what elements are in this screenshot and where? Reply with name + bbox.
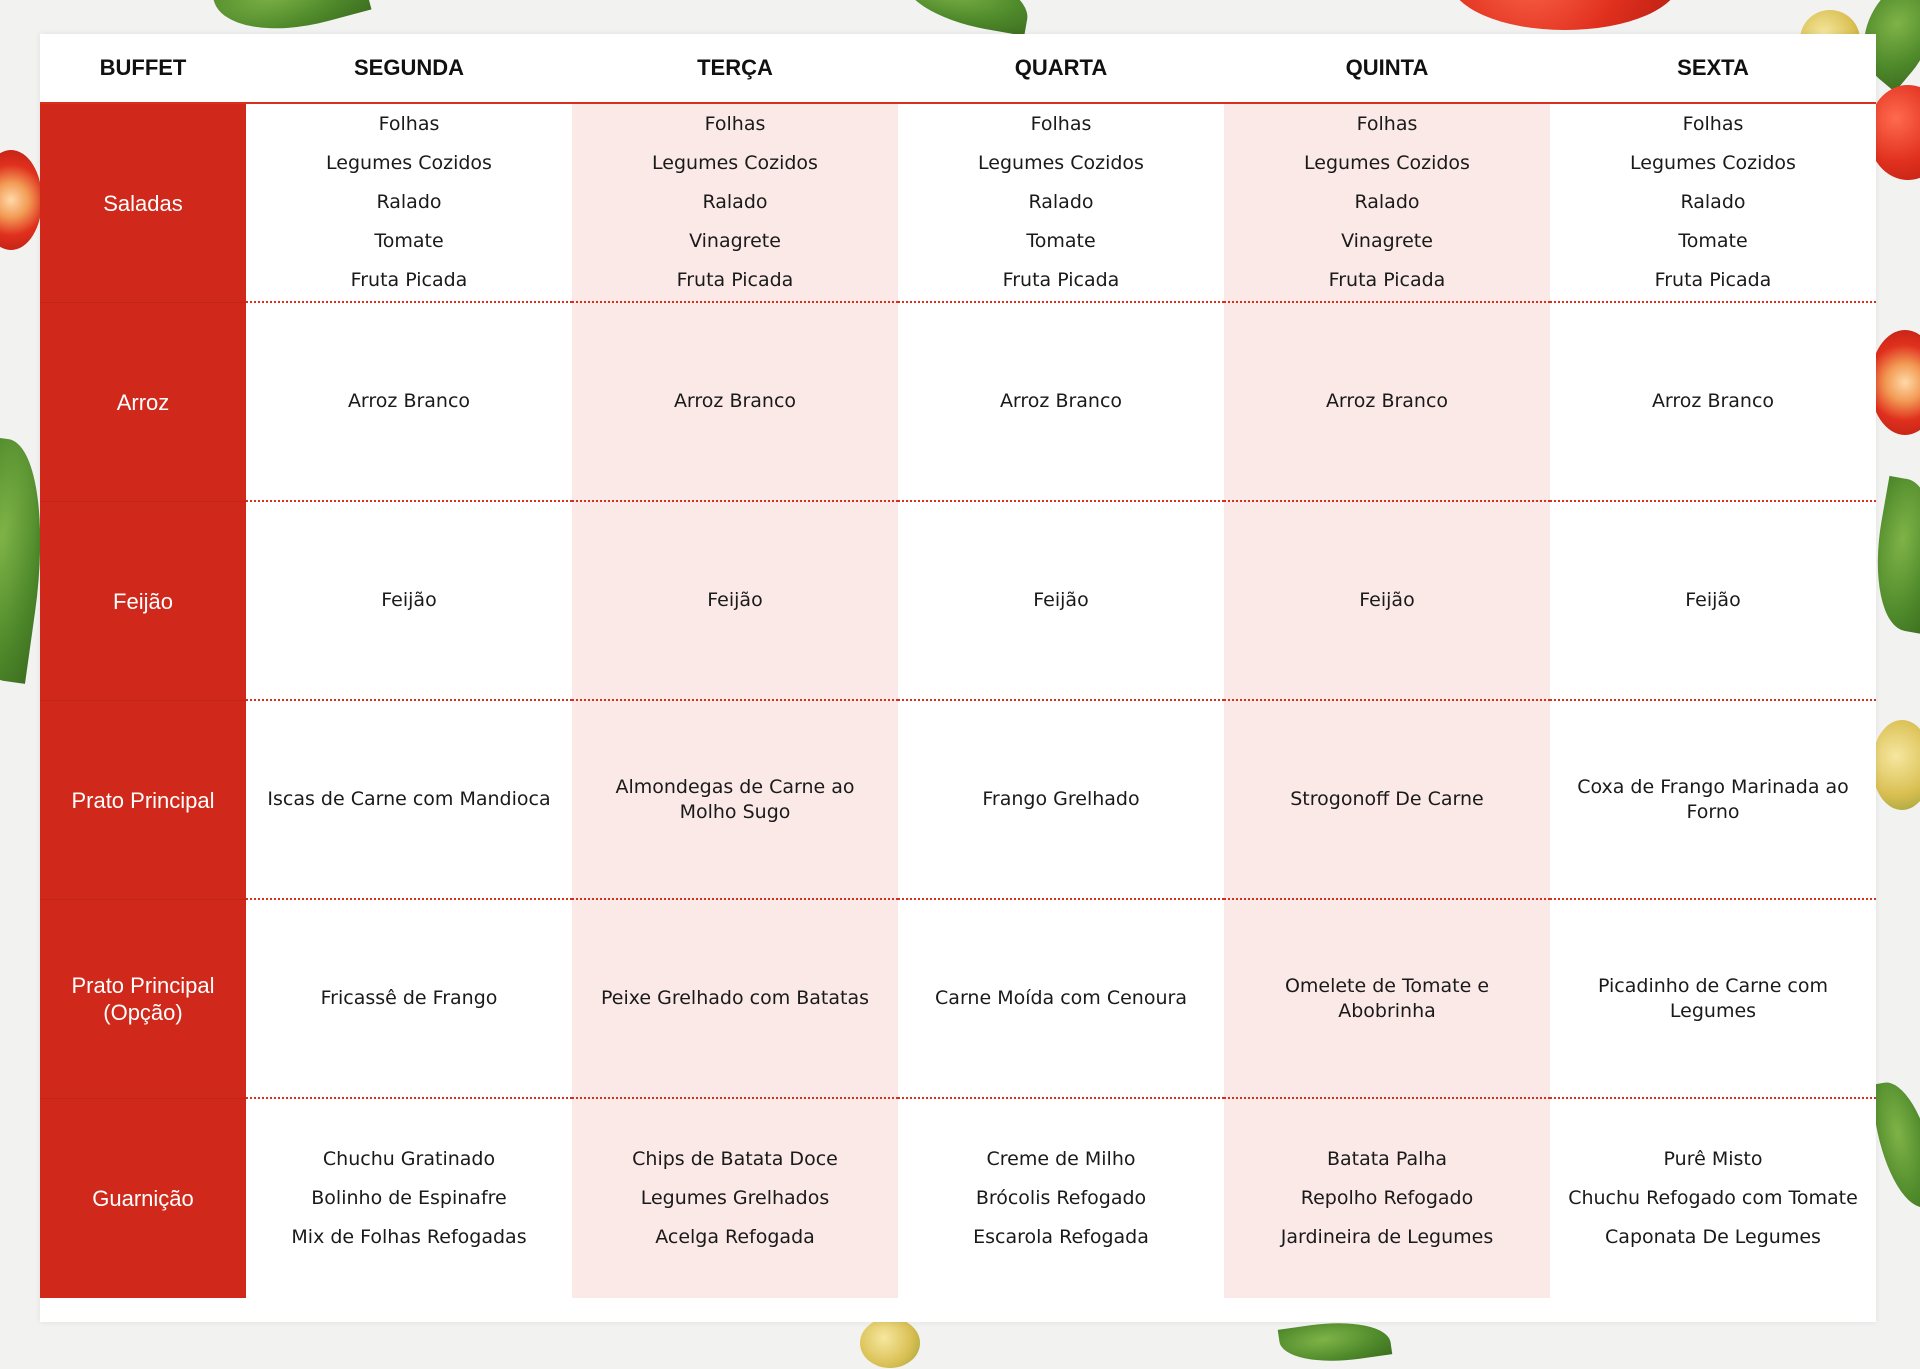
menu-cell [246,701,572,900]
dish-item: Folhas [1682,113,1744,135]
tomato-icon [0,150,42,250]
dish-item: Ralado [1028,191,1094,213]
basil-leaf-icon [1278,1315,1392,1369]
dish-item: Fruta Picada [1002,269,1120,291]
yellow-tomato-icon [1872,720,1920,810]
menu-cell [246,502,572,701]
dish-item: Almondegas de Carne ao Molho Sugo [615,775,855,823]
dish-item: Coxa de Frango Marinada ao Forno [1577,775,1849,823]
menu-cell [1550,1099,1876,1298]
buffet-menu-table [40,34,1876,1322]
dish-item: Bolinho de Espinafre [311,1187,507,1209]
dish-item: Legumes Cozidos [1630,152,1796,174]
dish-item: Fruta Picada [676,269,794,291]
dish-item: Arroz Branco [347,390,471,412]
dish-item: Folhas [704,113,766,135]
dish-item: Tomate [1026,230,1096,252]
dish-item: Ralado [1680,191,1746,213]
tomato-icon [1870,330,1920,435]
category-label: Prato Principal (Opção) [40,900,246,1099]
menu-cell [898,502,1224,701]
dish-item: Feijão [1359,589,1415,611]
menu-cell [1224,900,1550,1099]
category-label: Arroz [40,303,246,502]
menu-cell [1550,900,1876,1099]
dish-item: Ralado [376,191,442,213]
dish-item: Legumes Grelhados [640,1187,830,1209]
dish-item: Feijão [1033,589,1089,611]
dish-item: Carne Moída com Cenoura [935,987,1187,1009]
menu-cell [1224,104,1550,303]
menu-cell [898,1099,1224,1298]
yellow-tomato-icon [860,1318,920,1368]
dish-item: Ralado [1354,191,1420,213]
dish-item: Folhas [1356,113,1418,135]
menu-cell [898,701,1224,900]
dish-item: Omelete de Tomate e Abobrinha [1284,974,1490,1022]
dish-item: Frango Grelhado [982,788,1140,810]
day-header: QUINTA [1224,34,1550,104]
dish-item: Vinagrete [1341,230,1433,252]
dish-item: Arroz Branco [1325,390,1449,412]
dish-item: Vinagrete [689,230,781,252]
dish-item: Folhas [378,113,440,135]
dish-item: Arroz Branco [673,390,797,412]
day-header: QUARTA [898,34,1224,104]
menu-cell [572,104,898,303]
day-header: SEGUNDA [246,34,572,104]
tomato-icon [1450,0,1680,30]
category-label: Feijão [40,502,246,701]
menu-cell [898,303,1224,502]
dish-item: Acelga Refogada [655,1226,815,1248]
day-header: SEXTA [1550,34,1876,104]
dish-item: Fruta Picada [1328,269,1446,291]
dish-item: Creme de Milho [986,1148,1136,1170]
menu-cell [1224,502,1550,701]
day-header: TERÇA [572,34,898,104]
menu-cell [246,104,572,303]
dish-item: Peixe Grelhado com Batatas [600,987,869,1009]
dish-item: Arroz Branco [999,390,1123,412]
dish-item: Legumes Cozidos [978,152,1144,174]
menu-cell [246,1099,572,1298]
dish-item: Folhas [1030,113,1092,135]
dish-item: Escarola Refogada [973,1226,1149,1248]
dish-item: Feijão [1685,589,1741,611]
dish-item: Chips de Batata Doce [632,1148,838,1170]
corner-header: BUFFET [40,34,246,104]
dish-item: Caponata De Legumes [1605,1226,1821,1248]
dish-item: Ralado [702,191,768,213]
menu-cell [246,303,572,502]
menu-cell [1550,502,1876,701]
dish-item: Repolho Refogado [1300,1187,1474,1209]
dish-item: Batata Palha [1326,1148,1448,1170]
dish-item: Tomate [1678,230,1748,252]
dish-item: Chuchu Refogado com Tomate [1568,1187,1858,1209]
menu-cell [246,900,572,1099]
menu-cell [572,701,898,900]
dish-item: Feijão [381,589,437,611]
dish-item: Mix de Folhas Refogadas [291,1226,527,1248]
category-label: Saladas [40,104,246,303]
basil-leaf-icon [896,0,1034,36]
dish-item: Fruta Picada [350,269,468,291]
menu-cell [572,900,898,1099]
dish-item: Strogonoff De Carne [1290,788,1484,810]
dish-item: Purê Misto [1663,1148,1763,1170]
dish-item: Fricassê de Frango [320,987,498,1009]
dish-item: Legumes Cozidos [652,152,818,174]
dish-item: Iscas de Carne com Mandioca [267,788,551,810]
dish-item: Legumes Cozidos [1304,152,1470,174]
dish-item: Feijão [707,589,763,611]
menu-cell [1224,1099,1550,1298]
dish-item: Legumes Cozidos [326,152,492,174]
dish-item: Chuchu Gratinado [322,1148,496,1170]
category-label: Prato Principal [40,701,246,900]
dish-item: Jardineira de Legumes [1280,1226,1494,1248]
menu-cell [1550,104,1876,303]
category-label: Guarnição [40,1099,246,1298]
dish-item: Fruta Picada [1654,269,1772,291]
dish-item: Tomate [374,230,444,252]
dish-item: Picadinho de Carne com Legumes [1597,974,1829,1022]
menu-cell [1550,701,1876,900]
menu-cell [1550,303,1876,502]
basil-leaf-icon [1869,1077,1920,1214]
menu-cell [1224,303,1550,502]
menu-cell [572,502,898,701]
menu-cell [1224,701,1550,900]
dish-item: Arroz Branco [1651,390,1775,412]
menu-cell [572,303,898,502]
menu-cell [898,104,1224,303]
dish-item: Brócolis Refogado [975,1187,1147,1209]
menu-cell [898,900,1224,1099]
menu-cell [572,1099,898,1298]
